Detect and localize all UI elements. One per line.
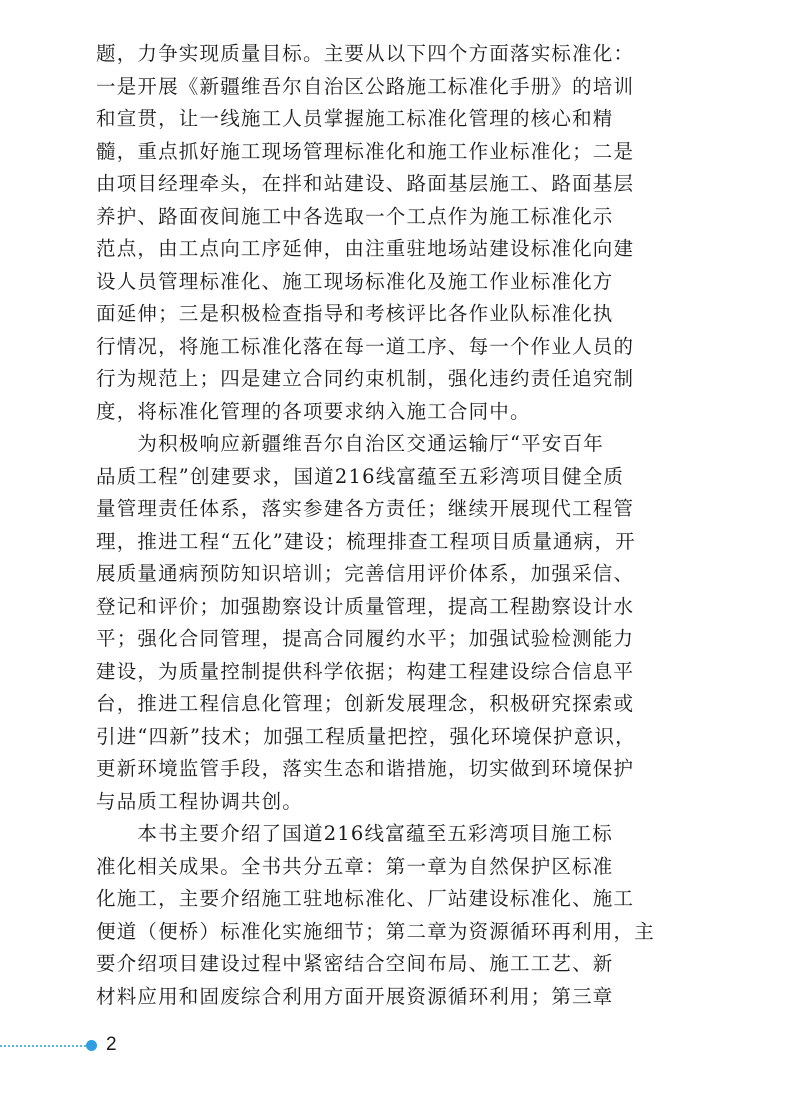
text-line: 面延伸；三是积极检查指导和考核评比各作业队标准化执	[96, 302, 614, 325]
text-line: 材料应用和固废综合利用方面开展资源循环利用；第三章	[96, 984, 614, 1008]
text-line: 台，推进工程信息化管理；创新发展理念，积极研究探索或	[96, 692, 635, 715]
text-line: 要介绍项目建设过程中紧密结合空间布局、施工工艺、新	[96, 952, 614, 975]
text-line: 为积极响应新疆维吾尔自治区交通运输厅“平安百年	[96, 432, 604, 455]
body-text	[96, 38, 655, 1013]
footer-dotted-rule	[0, 1045, 90, 1047]
text-line: 平；强化合同管理，提高合同履约水平；加强试验检测能力	[96, 627, 635, 650]
text-line: 由项目经理牵头，在拌和站建设、路面基层施工、路面基层	[96, 172, 635, 195]
text-line: 一是开展《新疆维吾尔自治区公路施工标准化手册》的培训	[96, 74, 635, 98]
text-line: 行为规范上；四是建立合同约束机制，强化违约责任追究制	[96, 367, 635, 390]
text-line: 量管理责任体系，落实参建各方责任；继续开展现代工程管	[96, 497, 635, 520]
text-line: 引进“四新”技术；加强工程质量把控，强化环境保护意识，	[96, 724, 636, 748]
text-line: 品质工程”创建要求，国道216线富蕴至五彩湾项目健全质	[96, 464, 625, 488]
text-line: 设人员管理标准化、施工现场标准化及施工作业标准化方	[96, 269, 614, 293]
text-line: 行情况，将施工标准化落在每一道工序、每一个作业人员的	[96, 334, 635, 358]
text-line: 与品质工程协调共创。	[96, 789, 304, 813]
text-line: 题，力争实现质量目标。主要从以下四个方面落实标准化：	[96, 42, 635, 65]
text-line: 范点，由工点向工序延伸，由注重驻地场站建设标准化向建	[96, 237, 635, 260]
text-line: 准化相关成果。全书共分五章：第一章为自然保护区标准	[96, 854, 614, 878]
text-line: 和宣贯，让一线施工人员掌握施工标准化管理的核心和精	[96, 107, 614, 130]
page-number: 2	[106, 1034, 117, 1055]
text-line: 登记和评价；加强勘察设计质量管理，提高工程勘察设计水	[96, 594, 635, 618]
text-line: 度，将标准化管理的各项要求纳入施工合同中。	[96, 399, 531, 423]
text-line: 髓，重点抓好施工现场管理标准化和施工作业标准化；二是	[96, 139, 635, 163]
text-line: 化施工，主要介绍施工驻地标准化、厂站建设标准化、施工	[96, 887, 635, 910]
footer-dot-icon	[86, 1040, 97, 1051]
text-line: 养护、路面夜间施工中各选取一个工点作为施工标准化示	[96, 204, 614, 228]
text-line: 展质量通病预防知识培训；完善信用评价体系，加强采信、	[96, 562, 635, 585]
text-line: 建设，为质量控制提供科学依据；构建工程建设综合信息平	[96, 659, 635, 683]
text-line: 理，推进工程“五化”建设；梳理排查工程项目质量通病，开	[96, 529, 636, 553]
text-line: 便道（便桥）标准化实施细节；第二章为资源循环再利用，主	[96, 919, 655, 943]
text-line: 更新环境监管手段，落实生态和谐措施，切实做到环境保护	[96, 757, 635, 780]
text-line: 本书主要介绍了国道216线富蕴至五彩湾项目施工标	[96, 822, 613, 845]
